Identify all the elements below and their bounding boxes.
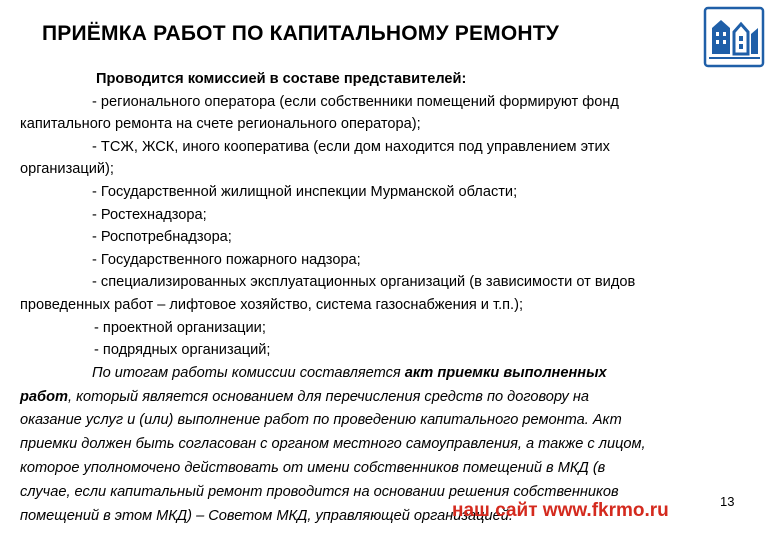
conclusion-prefix: По итогам работы комиссии составляется — [92, 364, 405, 381]
conclusion-line: приемки должен быть согласован с органом местного самоуправления, а также с лицом, — [20, 436, 646, 453]
website-link[interactable]: наш сайт www.fkrmo.ru — [452, 500, 669, 521]
conclusion-line: которое уполномочено действовать от имени собственников помещений в МКД (в — [20, 459, 606, 476]
conclusion-line: оказание услуг и (или) выполнение работ по проведению капитального ремонта. Акт — [20, 412, 622, 429]
conclusion-text: , который является основанием для перечисления средств по договору на — [67, 388, 590, 405]
conclusion-line: случае, если капитальный ремонт проводится на основании решения собственников — [20, 483, 619, 500]
page-number: 13 — [720, 494, 735, 509]
list-item-continuation: организаций); — [20, 161, 114, 178]
fkr-emblem-icon — [703, 6, 765, 68]
list-item-continuation: проведенных работ – лифтовое хозяйство, система газоснабжения и т.п.); — [20, 296, 523, 313]
list-item: - специализированных эксплуатационных организаций (в зависимости от видов — [92, 274, 636, 291]
list-item: - проектной организации; — [94, 319, 266, 336]
intro-text: Проводится комиссией в составе представителей: — [96, 71, 467, 87]
list-item: - Роспотребнадзора; — [92, 229, 232, 246]
list-item: - Государственного пожарного надзора; — [92, 251, 361, 268]
list-item: - ТСЖ, ЖСК, иного кооператива (если дом находится под управлением этих — [92, 138, 610, 155]
conclusion-line — [20, 362, 710, 386]
list-item: - подрядных организаций; — [94, 342, 271, 359]
list-item-continuation: капитального ремонта на счете регионального оператора); — [20, 116, 421, 133]
conclusion-line — [20, 386, 710, 410]
slide-body — [20, 68, 710, 528]
page-title: ПРИЁМКА РАБОТ ПО КАПИТАЛЬНОМУ РЕМОНТУ — [42, 22, 560, 45]
conclusion-line: помещений в этом МКД) – Советом МКД, управляющей организацией. — [20, 507, 513, 524]
list-item: - Государственной жилищной инспекции Мурманской области; — [92, 183, 518, 200]
conclusion-bold: акт приемки выполненных — [404, 364, 607, 381]
list-item: - Ростехнадзора; — [92, 206, 207, 223]
list-item: - регионального оператора (если собственники помещений формируют фонд — [92, 93, 619, 110]
conclusion-bold: работ — [20, 388, 68, 405]
